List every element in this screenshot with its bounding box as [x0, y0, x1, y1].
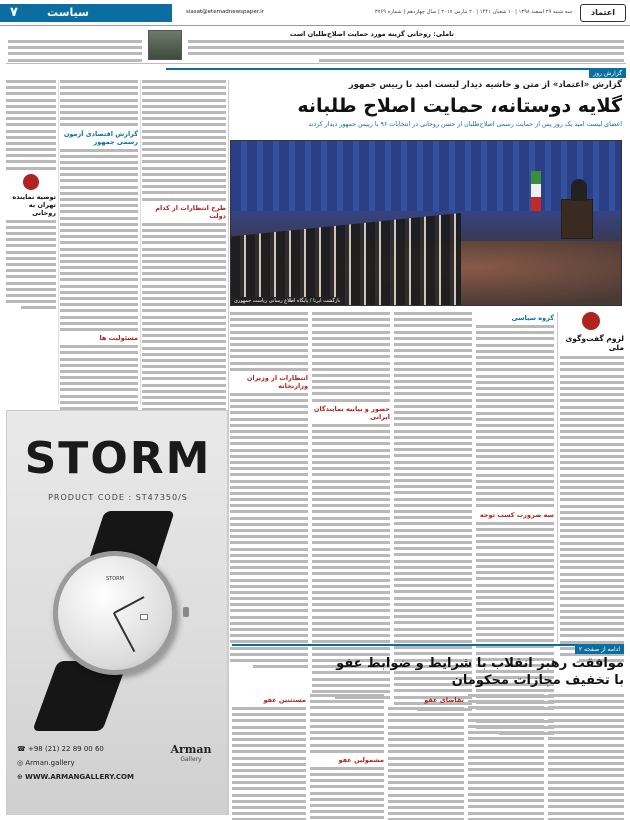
bottom-headline-1[interactable]: موافقت رهبر انقلاب با شرایط و ضوابط عفو	[336, 656, 624, 671]
watch-ad[interactable]	[6, 410, 228, 815]
main-subhead-2: انتظارات از وزیران وزارتخانه	[246, 373, 308, 390]
main-story-kicker[interactable]: گزارش «اعتماد» از متن و حاشیه دیدار لیست امید با رییس جمهور	[348, 80, 622, 90]
main-subhead-3: حضور و بیانیه نمایندگان ایرانی	[313, 404, 390, 421]
ad-contact	[17, 745, 157, 781]
left-column-icon	[23, 174, 39, 190]
main-story-col-4	[230, 312, 308, 671]
bottom-ribbon	[232, 644, 624, 652]
left-subhead-2: مسئولیت ها	[99, 334, 138, 343]
column-rule	[140, 80, 141, 405]
bottom-col-2	[468, 694, 544, 820]
ad-product-code: PRODUCT CODE : ST47350/S	[48, 493, 188, 502]
top-box-photo	[148, 30, 182, 60]
ad-website[interactable]: WWW.ARMANGALLERY.COM	[25, 773, 134, 781]
photo-speaker	[571, 179, 587, 201]
left-subhead-1: گزارش اقتصادی آزمون رسمی جمهور	[63, 129, 138, 146]
section-email[interactable]: siasat@etemadnewspaper.ir	[186, 9, 265, 15]
ad-gallery-sub: Gallery	[180, 756, 202, 763]
instagram-icon: ◎	[17, 759, 24, 767]
left-column-title[interactable]: توصیه نماینده تهران به روحانی	[12, 192, 56, 217]
photo-podium	[561, 199, 593, 239]
ad-gallery-name: Arman	[170, 743, 212, 756]
bottom-headline-2[interactable]: با تخفیف مجازات محکومان	[451, 673, 624, 688]
report-ribbon	[166, 68, 626, 77]
header-rule	[0, 25, 630, 26]
bottom-col-4	[310, 694, 384, 820]
ad-instagram[interactable]: Arman.gallery	[25, 759, 75, 767]
ad-gallery-logo	[161, 743, 221, 763]
right-column-body	[560, 356, 624, 665]
bottom-subhead-1: مشمولین عفو	[338, 755, 384, 764]
photo-audience	[231, 213, 461, 306]
phone-icon: ☎	[17, 745, 26, 753]
section-title: سیاست	[47, 6, 89, 19]
photo-caption: بازگشت ایرنا / پایگاه اطلاع رسانی ریاست جمهوری	[231, 297, 343, 305]
issue-info: سه شنبه ۲۹ اسفند ۱۳۹۸ | ۱۰ شعبان ۱۴۴۱ | ۲۰ مارس ۲۰۱۷ | سال چهاردهم | شماره ۳۷۶۹	[374, 9, 572, 15]
left-sidebar	[6, 80, 56, 312]
page-number: ۷	[10, 5, 18, 20]
report-ribbon-label: گزارش روز	[589, 69, 626, 78]
column-rule	[228, 80, 229, 815]
top-box-text-left	[8, 40, 142, 65]
main-story-col-2	[394, 312, 472, 714]
bottom-subhead-3: تقاضای عفو	[424, 696, 464, 704]
masthead	[0, 0, 630, 26]
column-rule	[58, 80, 59, 405]
watch-date-window	[140, 614, 148, 620]
globe-icon: ⊕	[17, 773, 23, 781]
watch-minute-hand	[113, 612, 135, 652]
top-box-text-right	[188, 40, 624, 65]
right-column	[560, 312, 624, 642]
main-story-label: گروه سیاسی	[511, 314, 554, 322]
bottom-subhead-2: مستثنین عفو	[263, 696, 306, 704]
column-icon	[582, 312, 600, 330]
watch-hour-hand	[114, 596, 145, 614]
bottom-ribbon-label: ادامه از صفحه ۲	[575, 645, 624, 654]
main-subhead-1: طرح انتظارات از کدام دولت	[155, 203, 226, 220]
watch-dial-brand: STORM	[106, 576, 124, 582]
ad-phone[interactable]: +98 (21) 22 89 00 60	[27, 745, 104, 753]
ad-brand: STORM	[24, 433, 212, 484]
top-box-title[interactable]: تاملی: روحانی گزینه مورد حمایت اصلاح‌طلبان است	[289, 30, 454, 38]
main-story-headline[interactable]: گلایه دوستانه، حمایت اصلاح طلبانه	[297, 95, 622, 117]
main-story-lead: اعضای لیست امید یک روز پس از حمایت رسمی اصلاح‌طلبان از حسن روحانی در انتخابات ۹۶ با رییس جمهور دیدار کردند	[308, 121, 622, 128]
newspaper-logo: اعتماد	[580, 4, 626, 22]
bottom-col-1	[548, 694, 624, 820]
bottom-col-3	[388, 694, 464, 820]
watch-crown	[183, 607, 189, 617]
watch-case	[53, 551, 177, 675]
photo-flag-icon	[531, 171, 541, 211]
top-box	[6, 28, 626, 64]
column-rule	[557, 312, 558, 642]
main-photo	[230, 140, 622, 306]
right-column-title[interactable]: لزوم گفت‌وگوی ملی	[565, 334, 624, 352]
right-subhead-1: سه ضرورت کسب توجه	[479, 510, 554, 519]
bottom-col-5	[232, 694, 306, 820]
